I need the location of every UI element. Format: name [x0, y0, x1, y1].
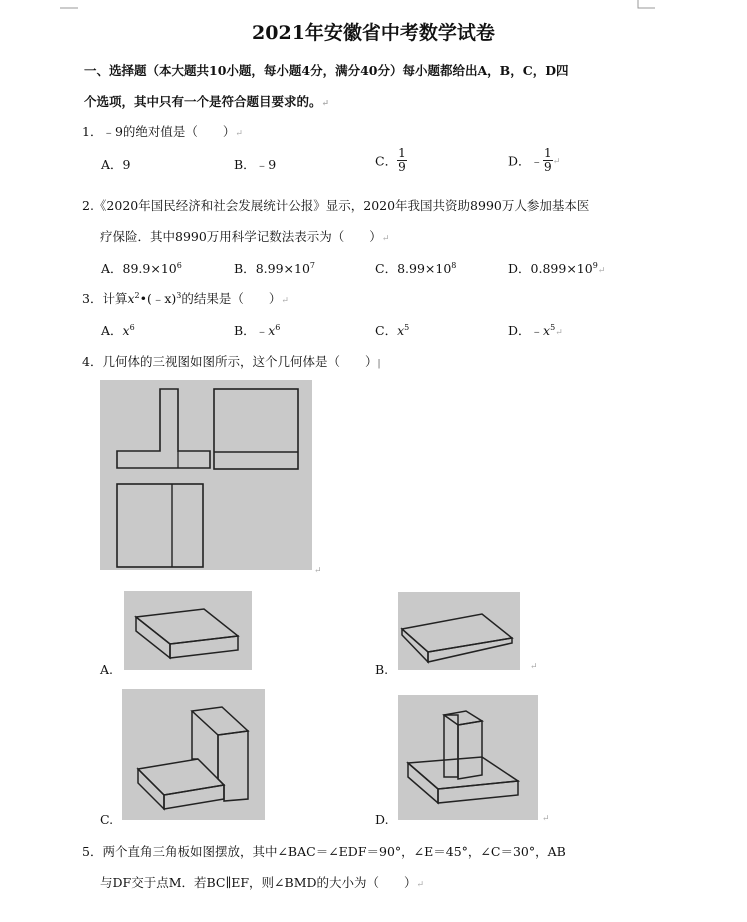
- q4-option-b-label: B.: [375, 662, 389, 677]
- para-mark: ↵: [530, 662, 538, 672]
- q4-option-a-label: A.: [100, 662, 114, 677]
- question-3-stem: 3．计算$x^2•(﹣x)^3$的结果是（ ）↵: [82, 290, 289, 306]
- three-views-figure: [100, 380, 312, 570]
- question-2-line1: 2.《2020年国民经济和社会发展统计公报》显示，2020年我国共资助8990万人参加基本医: [82, 198, 590, 213]
- q3-option-c: C．$x^5$: [375, 322, 410, 338]
- q4-option-b-figure[interactable]: [398, 592, 520, 670]
- q4-option-d-label: D.: [375, 812, 389, 827]
- q2-option-c: C．$8.99\times 10^8$: [375, 260, 457, 276]
- figure-anchor-mark: ↵: [314, 566, 322, 576]
- question-2-line2: 疗保险．其中8990万用科学记数法表示为（ ）↵: [100, 229, 390, 244]
- q3-option-b: B．$﹣x^6$: [234, 322, 281, 338]
- section-heading-line2: 个选项，其中只有一个是符合题目要求的。↵: [84, 94, 330, 109]
- question-5-line1: 5．两个直角三角板如图摆放，其中∠BAC＝∠EDF＝90°，∠E＝45°，∠C＝30°，AB: [82, 844, 566, 859]
- q2-option-a: A．$89.9\times 10^6$: [101, 260, 182, 276]
- q3-option-d: D．$﹣x^5↵$: [508, 322, 563, 338]
- q4-option-c-figure[interactable]: [122, 689, 265, 820]
- para-mark: ↵: [542, 814, 550, 824]
- q2-option-b: B．$8.99\times 10^7$: [234, 260, 315, 276]
- q4-option-a-figure[interactable]: [124, 591, 252, 670]
- question-1-stem: 1．﹣9的绝对值是（ ）↵: [82, 124, 243, 139]
- q1-option-d: D．﹣ $\frac{1}{9}$ ↵: [508, 146, 561, 174]
- question-5-line2: 与DF交于点M．若BC∥EF，则∠BMD的大小为（ ）↵: [100, 875, 425, 890]
- crop-mark-right: [637, 0, 655, 10]
- fraction-1-9: $\frac{1}{9}$: [544, 146, 552, 174]
- q4-option-d-figure[interactable]: [398, 695, 538, 820]
- crop-mark-left: [60, 0, 78, 10]
- q2-option-d: D．$0.899\times 10^9↵$: [508, 260, 606, 276]
- q4-option-c-label: C.: [100, 812, 114, 827]
- section-heading-line1: 一、选择题（本大题共10小题，每小题4分，满分40分）每小题都给出A，B，C，D四: [84, 63, 569, 78]
- page-title: 2021年安徽省中考数学试卷: [252, 22, 495, 44]
- fraction-1-9: $\frac{1}{9}$: [398, 146, 406, 174]
- question-4-stem: 4．几何体的三视图如图所示，这个几何体是（ ）|: [82, 354, 381, 369]
- q1-option-a: A．9: [101, 157, 131, 172]
- q1-option-c: C． $\frac{1}{9}$: [375, 146, 406, 174]
- q1-option-b: B．﹣9: [234, 157, 277, 172]
- q3-option-a: A．$x^6$: [101, 322, 135, 338]
